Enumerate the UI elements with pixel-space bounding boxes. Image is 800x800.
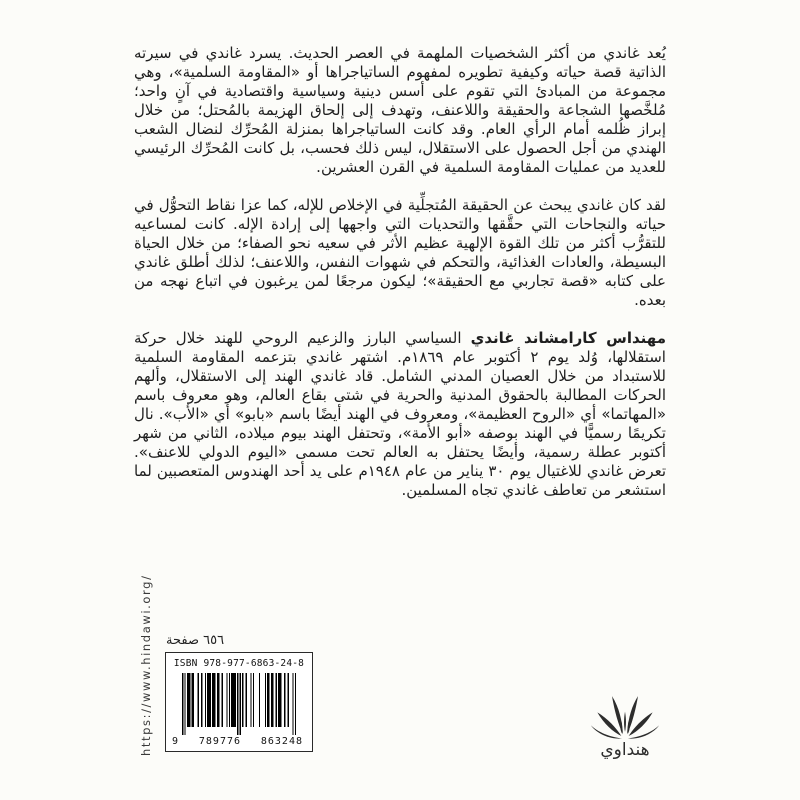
hindawi-lotus-icon [583, 688, 667, 740]
publisher-wordmark: هنداوي [600, 740, 650, 760]
paragraph-truth [134, 196, 666, 310]
publisher-url: https://www.hindawi.org/ [139, 574, 153, 756]
paragraph-text: السياسي البارز والزعيم الروحي للهند خلال حركة استقلالها، وُلد يوم ٢ أكتوبر عام ١٨٦٩م. اشتهر غاندي بتزعمه المقاومة السلمية للاستبداد من خلال العصيان المدني الشامل. قاد غاندي الهند إلى الاستقلال، وألهم الحركات المطالبة بالحقوق المدنية والحرية في شتى بقاع العالم، وهو معروف باسم «المهاتما» أي «الروح العظيمة»، ومعروف في الهند أيضًا باسم «بابو» أي «الأب». نال تكريمًا رسميًّا في الهند بوصفه «أبو الأمة»، وتحتفل الهند بيوم ميلاده، الثاني من شهر أكتوبر عطلة رسمية، وأيضًا يحتفل به العالم تحت مسمى «اليوم الدولي للاعنف». تعرض غاندي للاغتيال يوم ٣٠ يناير من عام ١٩٤٨م على يد أحد الهندوس المتعصبين لما استشعر من تعاطف غاندي تجاه المسلمين. [134, 329, 667, 499]
ean-digit-group: 9 [172, 736, 180, 747]
page-count-label: ٦٥٦ صفحة [166, 633, 225, 648]
ean-digit-group: 863248 [260, 736, 303, 747]
author-subject-name: مهنداس كارامشاند غاندي [470, 329, 666, 347]
barcode-bars-icon [182, 673, 296, 735]
paragraph-text: لقد كان غاندي يبحث عن الحقيقة المُتجلِّية في الإخلاص للإله، كما عزا نقاط التحوُّل في حياته والنجاحات التي حقَّقها والتحديات التي واجهها إلى إرادة الإله. كانت لمساعيه للتقرُّب أكثر من تلك القوة الإلهية عظيم الأثر في سعيه نحو الصفاء؛ من خلال الحياة البسيطة، والعادات الغذائية، والتحكم في شهوات النفس، واللاعنف؛ لذلك أطلق غاندي على كتابه «قصة تجاربي مع الحقيقة»؛ ليكون مرجعًا لمن يرغبون في اتباع نهجه من بعده. [134, 196, 666, 309]
paragraph-text: يُعد غاندي من أكثر الشخصيات الملهمة في العصر الحديث. يسرد غاندي في سيرته الذاتية قصة حياته وكيفية تطويره لمفهوم الساتياجراها أو «المقاومة السلمية»، وهي مجموعة من المبادئ التي تقوم على أسس دينية وسياسية واقتصادية في آنٍ واحد؛ مُلخَّصها الشجاعة والحقيقة واللاعنف، وتهدف إلى إلحاق الهزيمة بالمُحتل؛ من خلال إبراز ظُلمه أمام الرأي العام. وقد كانت الساتياجراها بمنزلة المُحرِّك لنضال الشعب الهندي من أجل الحصول على الاستقلال، ليس ذلك فحسب، بل كانت المُحرِّك الرئيسي للعديد من عمليات المقاومة السلمية في القرن العشرين. [134, 44, 666, 176]
back-cover-text [134, 44, 666, 519]
barcode-bars [182, 673, 296, 735]
publisher-logo [583, 688, 667, 760]
isbn-barcode-box [165, 652, 313, 752]
paragraph-biography [134, 329, 666, 500]
ean-digit-group: 789776 [198, 736, 242, 747]
ean-digits [172, 736, 303, 747]
paragraph-satyagraha [134, 44, 666, 177]
isbn-label: ISBN 978-977-6863-24-8 [173, 658, 305, 669]
